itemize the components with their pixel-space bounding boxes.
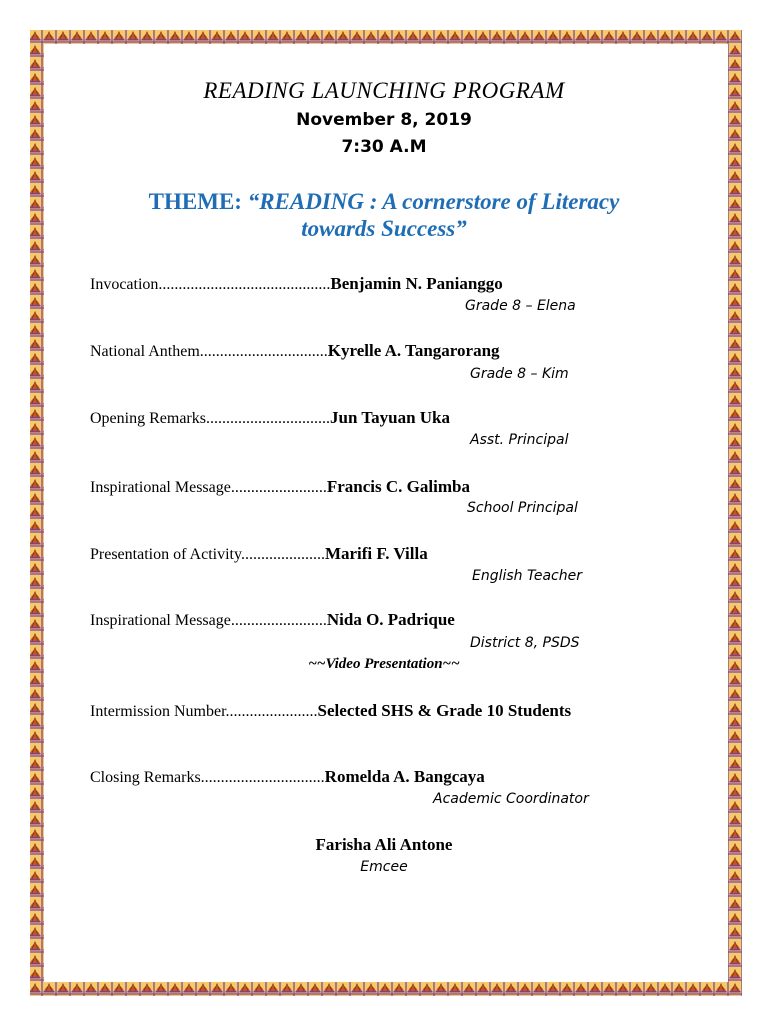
program-item-presentation-of-activity	[90, 544, 428, 564]
item-part: Inspirational Message	[90, 612, 231, 629]
program-item-inspirational-message-2	[90, 610, 455, 630]
program-title: READING LAUNCHING PROGRAM	[203, 78, 565, 103]
program-item-intermission-number	[90, 701, 571, 721]
program-item-closing-remarks	[90, 767, 485, 787]
item-name: Nida O. Padrique	[326, 610, 455, 629]
item-leader-dots: .......................	[225, 703, 318, 720]
item-role: School Principal	[467, 500, 578, 516]
item-role: Asst. Principal	[470, 432, 569, 448]
item-part: Opening Remarks	[90, 410, 206, 427]
theme-label: THEME:	[148, 189, 248, 214]
item-role: District 8, PSDS	[470, 635, 580, 651]
item-name: Romelda A. Bangcaya	[324, 767, 485, 786]
item-part: Presentation of Activity	[90, 546, 241, 563]
item-part: Invocation	[90, 276, 159, 293]
program-item-opening-remarks	[90, 408, 450, 428]
theme-text-line2: towards Success”	[301, 216, 467, 241]
program-date: November 8, 2019	[296, 110, 472, 130]
program-theme	[0, 188, 768, 242]
item-role: Grade 8 – Elena	[465, 298, 576, 314]
item-name: Jun Tayuan Uka	[329, 408, 451, 427]
item-name: Benjamin N. Panianggo	[330, 274, 503, 293]
item-role: Academic Coordinator	[433, 791, 589, 807]
item-part: National Anthem	[90, 343, 200, 360]
item-leader-dots: ................................	[199, 343, 328, 360]
item-leader-dots: ...........................................	[158, 276, 331, 293]
item-role: Grade 8 – Kim	[470, 366, 569, 382]
program-item-invocation	[90, 274, 503, 294]
item-leader-dots: ........................	[230, 612, 327, 629]
theme-text-line1: “READING : A cornerstore of Literacy	[247, 189, 620, 214]
item-role: English Teacher	[472, 568, 582, 584]
program-item-national-anthem	[90, 341, 500, 361]
item-leader-dots: ...............................	[200, 769, 325, 786]
item-name: Selected SHS & Grade 10 Students	[317, 701, 572, 720]
item-part: Inspirational Message	[90, 479, 231, 496]
item-name: Kyrelle A. Tangarorang	[327, 341, 500, 360]
item-part: Intermission Number	[90, 703, 226, 720]
program-time: 7:30 A.M	[341, 137, 427, 157]
program-item-inspirational-message	[90, 477, 470, 497]
item-name: Francis C. Galimba	[326, 477, 470, 496]
video-presentation-note: ~~Video Presentation~~	[308, 656, 460, 672]
emcee-name: Farisha Ali Antone	[315, 835, 453, 854]
emcee-role: Emcee	[360, 859, 408, 875]
item-leader-dots: ........................	[230, 479, 327, 496]
item-name: Marifi F. Villa	[324, 544, 428, 563]
item-leader-dots: .....................	[240, 546, 325, 563]
item-part: Closing Remarks	[90, 769, 201, 786]
item-leader-dots: ...............................	[205, 410, 330, 427]
